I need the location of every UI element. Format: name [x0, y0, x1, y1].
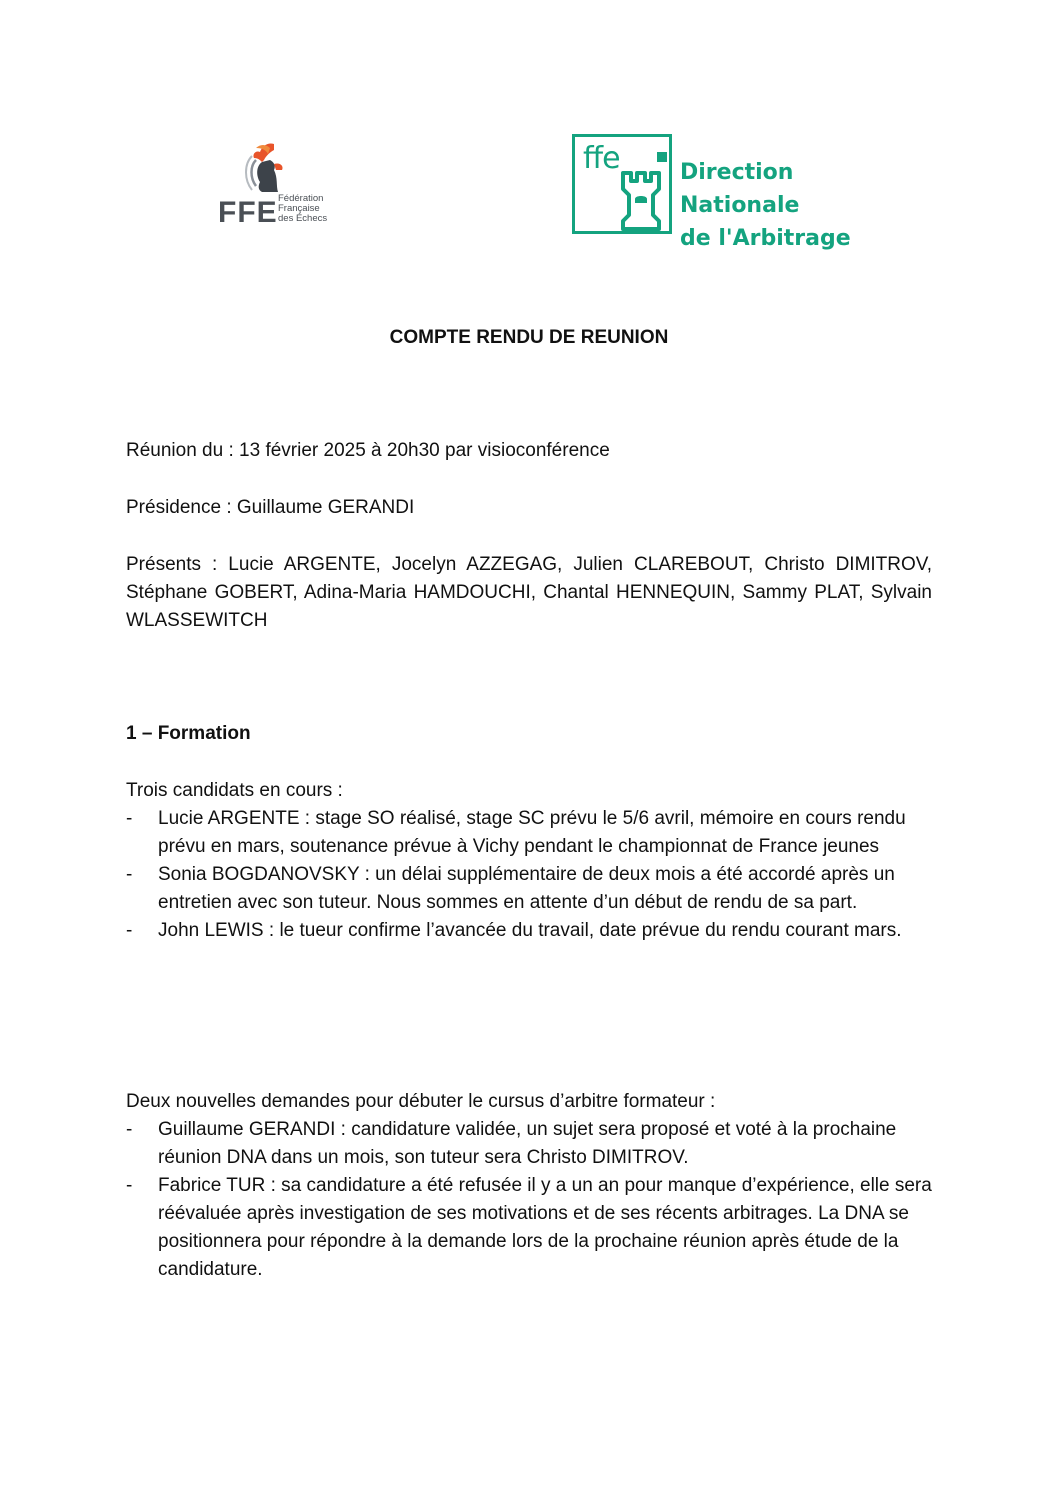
requests-list	[126, 1116, 932, 1284]
list-item: - John LEWIS : le tueur confirme l’avancée du travail, date prévue du rendu courant mars.	[126, 917, 932, 945]
list-item: - Sonia BOGDANOVSKY : un délai supplémentaire de deux mois a été accordé après un entretien avec son tuteur. Nous sommes en attente d’un début de rendu de sa part.	[126, 861, 932, 917]
attendees: Présents : Lucie ARGENTE, Jocelyn AZZEGAG, Julien CLAREBOUT, Christo DIMITROV, Stéphane GOBERT, Adina-Maria HAMDOUCHI, Chantal HENNEQUIN, Sammy PLAT, Sylvain WLASSEWITCH	[126, 554, 932, 631]
document-title: COMPTE RENDU DE REUNION	[389, 327, 669, 348]
ffe-logo-wordmark: FFE	[218, 196, 278, 229]
meeting-date: Réunion du : 13 février 2025 à 20h30 par visioconférence	[126, 440, 610, 461]
presidence: Présidence : Guillaume GERANDI	[126, 497, 415, 518]
ffe-logo-subtitle: Fédération Française des Échecs	[278, 193, 328, 224]
candidates-list	[126, 805, 932, 945]
dna-logo-frame	[572, 134, 672, 234]
requests-intro: Deux nouvelles demandes pour débuter le cursus d’arbitre formateur :	[126, 1091, 716, 1112]
dna-logo-mark: ffe	[583, 141, 620, 176]
dna-logo	[572, 134, 912, 251]
list-item: - Fabrice TUR : sa candidature a été refusée il y a un an pour manque d’expérience, elle sera réévaluée après investigation de ses motivations et de ses récents arbitrages. La DNA se positionnera pour répondre à la demande lors de la prochaine réunion après étude de la candidature.	[126, 1172, 932, 1284]
candidates-intro: Trois candidats en cours :	[126, 780, 343, 801]
dna-logo-title: Direction Nationale de l'Arbitrage	[680, 160, 851, 251]
section-heading-formation: 1 – Formation	[126, 723, 251, 744]
rook-icon	[611, 169, 671, 231]
list-item: - Lucie ARGENTE : stage SO réalisé, stage SC prévu le 5/6 avril, mémoire en cours rendu prévu en mars, soutenance prévue à Vichy pendant le championnat de France jeunes	[126, 805, 932, 861]
list-item: - Guillaume GERANDI : candidature validée, un sujet sera proposé et voté à la prochaine réunion DNA dans un mois, son tuteur sera Christo DIMITROV.	[126, 1116, 932, 1172]
ffe-logo	[216, 138, 346, 230]
square-icon	[657, 152, 667, 162]
